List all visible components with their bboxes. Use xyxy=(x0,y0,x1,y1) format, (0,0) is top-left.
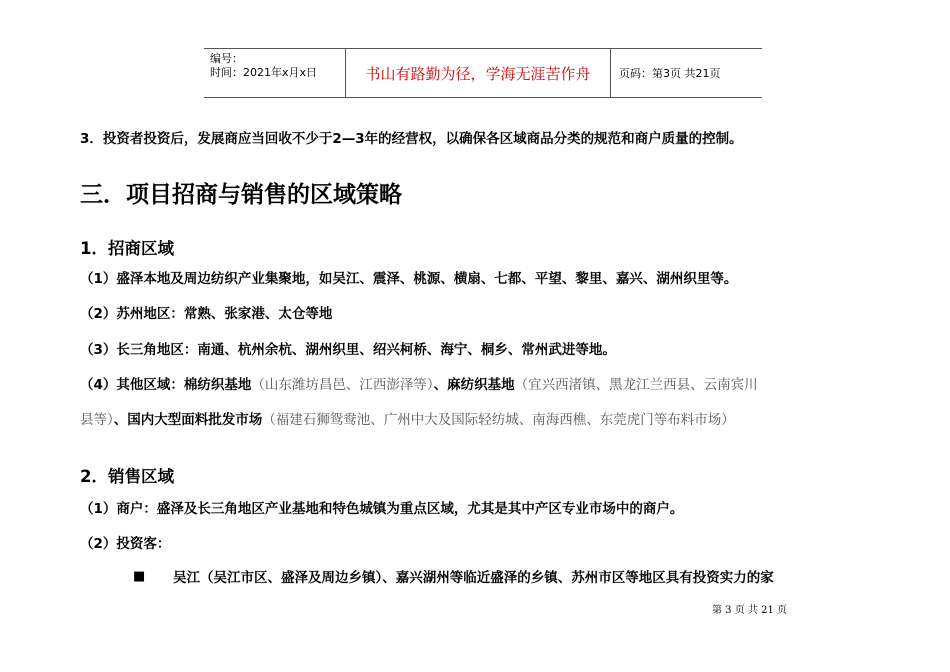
intro-paragraph: 3．投资者投资后，发展商应当回收不少于2—3年的经营权，以确保各区域商品分类的规范和商户质量的控制。 xyxy=(80,131,743,147)
motto: 书山有路勤为径，学海无涯苦作舟 xyxy=(346,49,611,97)
bullet-text: 吴江（吴江市区、盛泽及周边乡镇）、嘉兴湖州等临近盛泽的乡镇、苏州市区等地区具有投资实力的家 xyxy=(173,570,774,586)
list-item xyxy=(80,375,890,395)
subsection-title-1: 1．招商区域 xyxy=(80,239,174,258)
list-item: （3）长三角地区：南通、杭州余杭、湖州织里、绍兴柯桥、海宁、桐乡、常州武进等地。 xyxy=(80,342,616,358)
item-detail: （福建石狮鸳鸯池、广州中大及国际轻纺城、南海西樵、东莞虎门等布料市场） xyxy=(262,412,735,428)
item-label: （4）其他区域：棉纺织基地 xyxy=(80,377,252,393)
header-table xyxy=(204,48,762,98)
subsection-title-2: 2．销售区域 xyxy=(80,467,174,486)
list-item: （1）商户：盛泽及长三角地区产业基地和特色城镇为重点区域，尤其是其中产区专业市场中的商户。 xyxy=(80,501,684,517)
item-detail: 县等） xyxy=(80,412,114,428)
list-item-continued xyxy=(80,410,890,430)
list-item: （2）投资客： xyxy=(80,536,171,552)
header-info-cell xyxy=(204,49,346,97)
page-footer: 第 3 页 共 21 页 xyxy=(712,605,787,616)
item-label: 、国内大型面料批发市场 xyxy=(113,412,263,428)
list-item: （2）苏州地区：常熟、张家港、太仓等地 xyxy=(80,306,333,322)
item-label: 、麻纺织基地 xyxy=(433,377,515,393)
list-item: （1）盛泽本地及周边纺织产业集聚地，如吴江、震泽、桃源、横扇、七都、平望、黎里、嘉兴、湖州织里等。 xyxy=(80,271,738,287)
bullet-icon: ■ xyxy=(133,569,146,584)
time-label: 时间：2021年x月x日 xyxy=(210,66,318,79)
number-label: 编号： xyxy=(210,52,243,65)
item-detail: （宜兴西渚镇、黑龙江兰西县、云南宾川 xyxy=(514,377,758,393)
section-title: 三．项目招商与销售的区域策略 xyxy=(80,182,402,208)
page-label: 页码：第3页 共21页 xyxy=(619,67,721,80)
item-detail: （山东潍坊昌邑、江西澎泽等） xyxy=(251,377,434,393)
